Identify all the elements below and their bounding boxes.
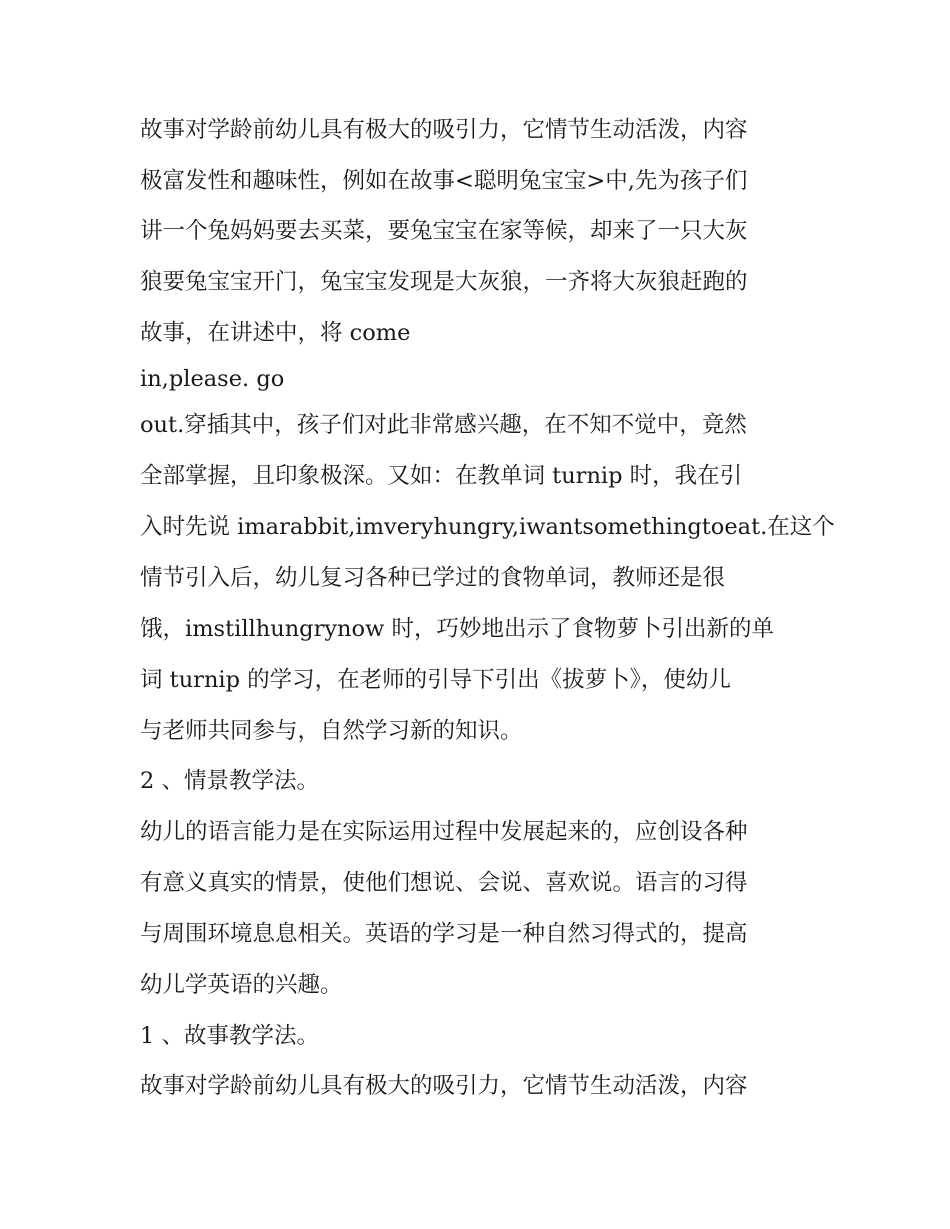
text-line: 讲一个兔妈妈要去买菜，要兔宝宝在家等候，却来了一只大灰 (140, 218, 748, 244)
text-line: 饿，imstillhungrynow 时，巧妙地出示了食物萝卜引出新的单 (140, 616, 774, 642)
text-line: 极富发性和趣味性，例如在故事<聪明兔宝宝>中,先为孩子们 (140, 168, 748, 194)
text-line: 狼要兔宝宝开门，兔宝宝发现是大灰狼，一齐将大灰狼赶跑的 (140, 269, 748, 295)
text-line: 入时先说 imarabbit,imveryhungry,iwantsomethingtoeat.在这个 (140, 514, 835, 540)
text-line: 与周围环境息息相关。英语的学习是一种自然习得式的，提高 (140, 921, 748, 947)
text-line: out.穿插其中，孩子们对此非常感兴趣，在不知不觉中，竟然 (140, 412, 747, 438)
section-heading: 2 、情景教学法。 (140, 768, 319, 794)
text-line: 词 turnip 的学习，在老师的引导下引出《拔萝卜》，使幼儿 (140, 667, 731, 693)
text-line: 故事，在讲述中，将 come (140, 320, 411, 346)
text-line: 故事对学龄前幼儿具有极大的吸引力，它情节生动活泼，内容 (140, 117, 748, 143)
text-line: 幼儿学英语的兴趣。 (140, 972, 343, 998)
section-heading: 1 、故事教学法。 (140, 1023, 319, 1049)
text-line: 幼儿的语言能力是在实际运用过程中发展起来的，应创设各种 (140, 819, 748, 845)
text-line: in,please. go (140, 366, 285, 392)
text-line: 故事对学龄前幼儿具有极大的吸引力，它情节生动活泼，内容 (140, 1073, 748, 1099)
text-line: 有意义真实的情景，使他们想说、会说、喜欢说。语言的习得 (140, 870, 748, 896)
text-line: 全部掌握，且印象极深。又如：在教单词 turnip 时，我在引 (140, 463, 743, 489)
text-line: 情节引入后，幼儿复习各种已学过的食物单词，教师还是很 (140, 565, 726, 591)
text-line: 与老师共同参与，自然学习新的知识。 (140, 718, 523, 744)
